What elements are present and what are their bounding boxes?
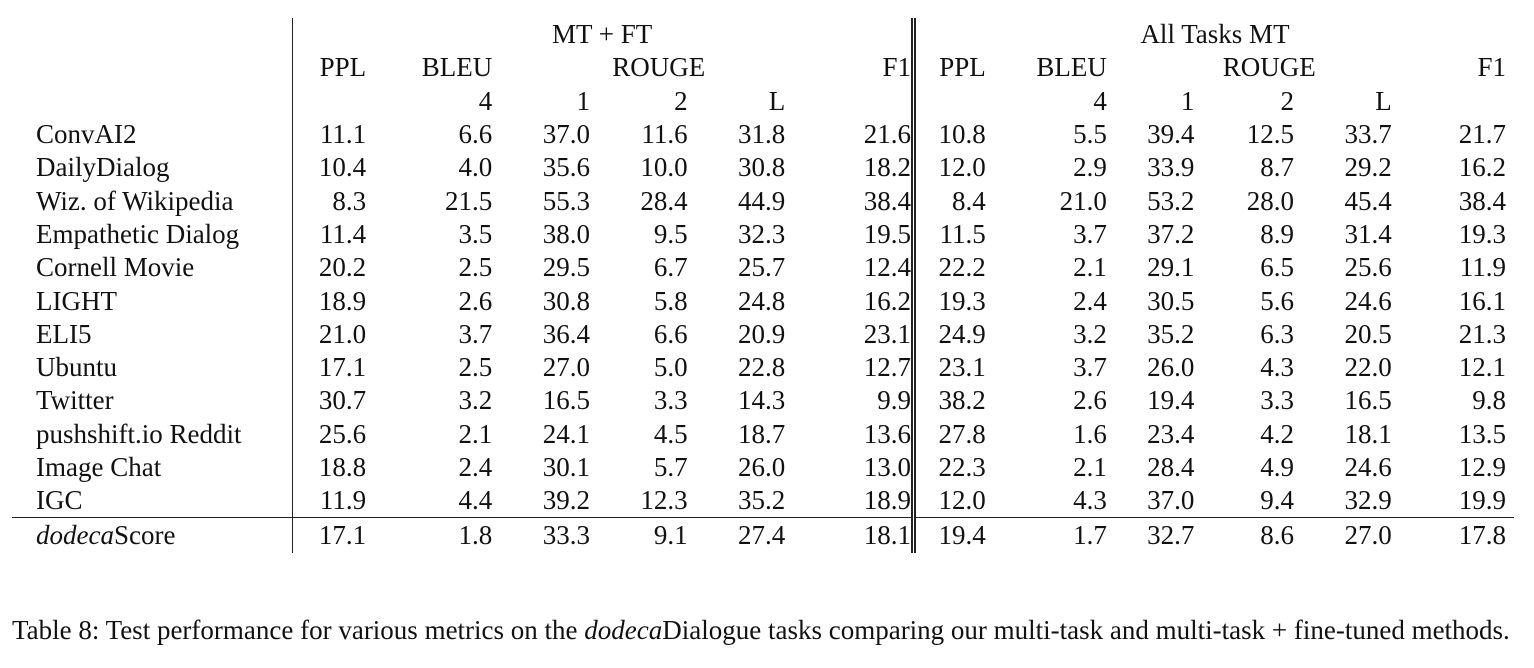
table-cell: 28.4 — [640, 185, 688, 216]
table-cell: 2.4 — [1073, 285, 1107, 316]
score-label-italic: dodeca — [36, 520, 114, 551]
row-label: IGC — [12, 484, 293, 518]
table-cell: 30.8 — [542, 285, 590, 316]
table-cell: 29.1 — [1147, 252, 1195, 283]
sub-header-bleu-4: 4 — [1093, 85, 1107, 116]
metric-rouge-header: ROUGE — [1222, 52, 1316, 83]
table-cell: 12.1 — [1458, 352, 1506, 383]
metric-ppl-header: PPL — [939, 52, 986, 83]
table-cell: 18.7 — [738, 418, 786, 449]
row-label: DailyDialog — [12, 151, 293, 184]
sub-header-row — [12, 85, 1514, 118]
table-cell: 13.5 — [1458, 418, 1506, 449]
table-cell: 38.4 — [1458, 185, 1506, 216]
table-cell: 11.5 — [939, 218, 986, 249]
table-cell: 32.3 — [738, 218, 786, 249]
table-cell: 19.3 — [938, 285, 986, 316]
table-cell: 2.1 — [1073, 452, 1107, 482]
table-cell: 6.6 — [458, 119, 493, 150]
table-cell: 44.9 — [738, 185, 786, 216]
table-cell: 35.2 — [738, 485, 786, 516]
table-cell: 33.3 — [492, 518, 590, 554]
table-cell: 25.6 — [318, 418, 367, 449]
table-cell: 18.2 — [785, 151, 913, 184]
table-cell: 23.1 — [785, 318, 913, 351]
table-cell: 19.5 — [785, 218, 913, 251]
row-label: Empathetic Dialog — [12, 218, 293, 251]
table-cell: 2.6 — [458, 285, 493, 316]
results-table — [12, 18, 1514, 553]
table-cell: 29.2 — [1344, 152, 1392, 183]
table-cell: 22.8 — [738, 352, 786, 383]
table-cell: 11.4 — [319, 218, 367, 249]
table-cell: 37.0 — [1147, 485, 1195, 516]
table-cell: 3.3 — [653, 385, 688, 416]
table-cell: 45.4 — [1344, 185, 1392, 216]
table-cell: 9.8 — [1472, 385, 1506, 416]
table-cell: 4.9 — [1260, 452, 1295, 482]
table-cell: 30.1 — [542, 452, 590, 482]
table-cell: 18.9 — [785, 484, 913, 518]
table-cell: 32.7 — [1107, 518, 1195, 554]
table-cell: 23.4 — [1147, 418, 1195, 449]
table-cell: 12.0 — [938, 485, 986, 516]
table-cell: 6.3 — [1260, 318, 1295, 349]
table-cell: 3.5 — [458, 218, 493, 249]
table-cell: 19.4 — [1147, 385, 1195, 416]
table-cell: 2.5 — [458, 352, 493, 383]
table-cell: 16.2 — [1458, 152, 1506, 183]
row-label: pushshift.io Reddit — [12, 418, 293, 451]
table-row — [12, 318, 1514, 351]
row-label: ELI5 — [12, 318, 293, 351]
table-cell: 9.4 — [1260, 485, 1295, 516]
table-cell: 4.3 — [1260, 352, 1295, 383]
group-header-mt: All Tasks MT — [1140, 19, 1290, 50]
metric-f1-header: F1 — [1477, 52, 1506, 83]
table-cell: 22.0 — [1344, 352, 1392, 383]
table-cell: 18.9 — [318, 285, 367, 316]
metric-f1-header: F1 — [785, 51, 913, 84]
sub-header-rouge-1: 1 — [1180, 85, 1195, 116]
table-cell: 5.8 — [653, 285, 688, 316]
table-cell: 19.3 — [1458, 218, 1506, 249]
table-cell: 2.4 — [458, 452, 493, 482]
caption-italic: dodeca — [584, 615, 663, 645]
table-cell: 13.0 — [785, 451, 913, 484]
table-cell: 37.2 — [1147, 218, 1195, 249]
table-cell: 8.9 — [1260, 218, 1295, 249]
corner-cell — [12, 51, 293, 84]
table-cell: 19.9 — [1458, 485, 1506, 516]
table-cell: 29.5 — [542, 252, 590, 283]
table-cell: 24.9 — [938, 318, 986, 349]
table-cell: 21.0 — [1059, 185, 1107, 216]
table-cell: 12.9 — [1458, 452, 1506, 482]
table-cell: 3.2 — [1073, 318, 1107, 349]
table-cell: 12.7 — [785, 351, 913, 384]
table-cell: 4.3 — [1073, 485, 1107, 516]
table-cell: 5.6 — [1260, 285, 1295, 316]
table-cell: 26.0 — [738, 452, 786, 482]
table-cell: 8.7 — [1260, 152, 1295, 183]
table-cell: 33.9 — [1147, 152, 1195, 183]
table-cell: 16.5 — [1344, 385, 1392, 416]
table-cell: 10.8 — [938, 119, 986, 150]
table-row — [12, 151, 1514, 184]
sub-header-bleu-4: 4 — [478, 85, 493, 116]
table-cell: 1.7 — [986, 518, 1107, 554]
group-header-mtft: MT + FT — [293, 18, 914, 51]
table-cell: 12.4 — [785, 251, 913, 284]
metric-bleu-header: BLEU — [1036, 52, 1107, 83]
table-cell: 4.4 — [458, 485, 493, 516]
table-cell: 12.0 — [938, 152, 986, 183]
sub-header-rouge-l: L — [1375, 85, 1392, 116]
table-cell: 20.9 — [738, 318, 786, 349]
table-cell: 30.8 — [738, 152, 786, 183]
table-cell: 5.0 — [653, 352, 688, 383]
table-cell: 18.1 — [785, 518, 913, 554]
sub-header-rouge-l: L — [768, 85, 786, 116]
corner-cell — [12, 18, 293, 51]
score-row — [12, 518, 1514, 554]
table-row — [12, 484, 1514, 518]
row-label: Image Chat — [12, 451, 293, 484]
table-row — [12, 351, 1514, 384]
table-row — [12, 451, 1514, 484]
table-cell: 21.7 — [1458, 119, 1506, 150]
table-cell: 24.8 — [738, 285, 786, 316]
table-cell: 11.9 — [319, 485, 367, 516]
table-cell: 39.4 — [1147, 119, 1195, 150]
sub-header-rouge-1: 1 — [576, 85, 590, 116]
table-cell: 12.3 — [640, 485, 688, 516]
table-cell: 11.6 — [641, 119, 688, 150]
table-cell: 3.7 — [458, 318, 493, 349]
table-row — [12, 284, 1514, 317]
table-cell: 24.6 — [1344, 452, 1392, 482]
group-header-row — [12, 18, 1514, 51]
row-label: Ubuntu — [12, 351, 293, 384]
table-cell: 21.0 — [318, 318, 367, 349]
table-cell: 1.6 — [1073, 418, 1107, 449]
table-cell: 20.2 — [318, 252, 367, 283]
row-label: Cornell Movie — [12, 251, 293, 284]
sub-header-rouge-2: 2 — [674, 85, 688, 116]
table-cell: 4.2 — [1260, 418, 1295, 449]
row-label: LIGHT — [12, 284, 293, 317]
table-cell: 10.4 — [318, 152, 367, 183]
table-cell: 9.1 — [590, 518, 688, 554]
metric-rouge-header: ROUGE — [612, 52, 706, 83]
table-cell: 16.1 — [1458, 285, 1506, 316]
table-cell: 10.0 — [640, 152, 688, 183]
metric-header-row — [12, 51, 1514, 84]
table-row — [12, 418, 1514, 451]
table-cell: 37.0 — [542, 119, 590, 150]
table-cell: 33.7 — [1344, 119, 1392, 150]
table-cell: 38.4 — [785, 184, 913, 217]
table-cell: 2.9 — [1073, 152, 1107, 183]
table-cell: 55.3 — [542, 185, 590, 216]
table-cell: 35.2 — [1147, 318, 1195, 349]
table-cell: 20.5 — [1344, 318, 1392, 349]
table-cell: 9.9 — [785, 384, 913, 417]
row-label: ConvAI2 — [12, 118, 293, 151]
table-cell: 21.5 — [445, 185, 493, 216]
table-cell: 8.4 — [952, 185, 986, 216]
table-cell: 2.1 — [1073, 252, 1107, 283]
table-cell: 21.6 — [785, 118, 913, 151]
table-cell: 38.2 — [938, 385, 986, 416]
table-cell: 8.3 — [332, 185, 367, 216]
table-cell: 5.5 — [1073, 119, 1107, 150]
score-label-rest: Score — [113, 520, 176, 551]
table-cell: 16.5 — [542, 385, 590, 416]
table-cell: 24.1 — [542, 418, 590, 449]
table-cell: 6.6 — [653, 318, 688, 349]
table-cell: 25.7 — [738, 252, 786, 283]
table-row — [12, 251, 1514, 284]
table-cell: 31.4 — [1344, 218, 1392, 249]
table-cell: 18.1 — [1344, 418, 1392, 449]
caption-prefix: Table 8: Test performance for various metrics on the — [12, 615, 585, 645]
table-cell: 17.8 — [1392, 518, 1514, 554]
table-cell: 2.6 — [1073, 385, 1107, 416]
sub-header-rouge-2: 2 — [1280, 85, 1295, 116]
table-cell: 31.8 — [738, 119, 786, 150]
caption-suffix: Dialogue tasks comparing our multi-task and multi-task + fine-tuned methods. — [662, 615, 1510, 645]
table-cell: 32.9 — [1344, 485, 1392, 516]
table-cell: 3.3 — [1260, 385, 1295, 416]
table-cell: 2.5 — [458, 252, 493, 283]
table-cell: 28.0 — [1246, 185, 1295, 216]
corner-cell — [12, 85, 293, 118]
metric-bleu-header: BLEU — [421, 52, 493, 83]
row-label — [12, 518, 293, 554]
table-cell: 4.0 — [458, 152, 493, 183]
table-body — [12, 18, 1514, 553]
table-cell: 2.1 — [458, 418, 493, 449]
table-row — [12, 118, 1514, 151]
table-cell: 17.1 — [293, 518, 366, 554]
table-cell: 19.4 — [914, 518, 986, 554]
table-cell: 8.6 — [1194, 518, 1294, 554]
table-cell: 6.7 — [653, 252, 688, 283]
table-cell: 35.6 — [542, 152, 590, 183]
table-cell: 39.2 — [542, 485, 590, 516]
table-cell: 11.9 — [1459, 252, 1506, 283]
table-cell: 6.5 — [1260, 252, 1295, 283]
table-cell: 18.8 — [318, 452, 367, 482]
table-cell: 3.7 — [1073, 218, 1107, 249]
table-cell: 26.0 — [1147, 352, 1195, 383]
table-cell: 25.6 — [1344, 252, 1392, 283]
table-cell: 13.6 — [785, 418, 913, 451]
table-cell: 38.0 — [542, 218, 590, 249]
table-cell: 22.2 — [938, 252, 986, 283]
table-cell: 17.1 — [318, 352, 367, 383]
metric-ppl-header: PPL — [319, 52, 367, 83]
table-cell: 30.5 — [1147, 285, 1195, 316]
table-cell: 3.7 — [1073, 352, 1107, 383]
table-cell: 27.0 — [1294, 518, 1392, 554]
table-row — [12, 218, 1514, 251]
table-cell: 16.2 — [785, 284, 913, 317]
table-cell: 21.3 — [1458, 318, 1506, 349]
table-row — [12, 384, 1514, 417]
table-cell: 22.3 — [938, 452, 986, 482]
table-cell: 36.4 — [542, 318, 590, 349]
table-cell: 27.4 — [688, 518, 786, 554]
table-cell: 11.1 — [319, 119, 367, 150]
table-cell: 53.2 — [1147, 185, 1195, 216]
row-label: Wiz. of Wikipedia — [12, 184, 293, 217]
table-cell: 23.1 — [938, 352, 986, 383]
table-cell: 14.3 — [738, 385, 786, 416]
table-cell: 1.8 — [366, 518, 492, 554]
table-cell: 5.7 — [653, 452, 688, 482]
table-cell: 3.2 — [458, 385, 493, 416]
table-row — [12, 184, 1514, 217]
table-cell: 24.6 — [1344, 285, 1392, 316]
table-cell: 4.5 — [653, 418, 688, 449]
row-label: Twitter — [12, 384, 293, 417]
table-caption — [12, 612, 1522, 649]
table-cell: 27.0 — [542, 352, 590, 383]
table-cell: 28.4 — [1147, 452, 1195, 482]
table-cell: 12.5 — [1246, 119, 1295, 150]
table-cell: 9.5 — [653, 218, 688, 249]
table-cell: 27.8 — [938, 418, 986, 449]
table-cell: 30.7 — [318, 385, 367, 416]
